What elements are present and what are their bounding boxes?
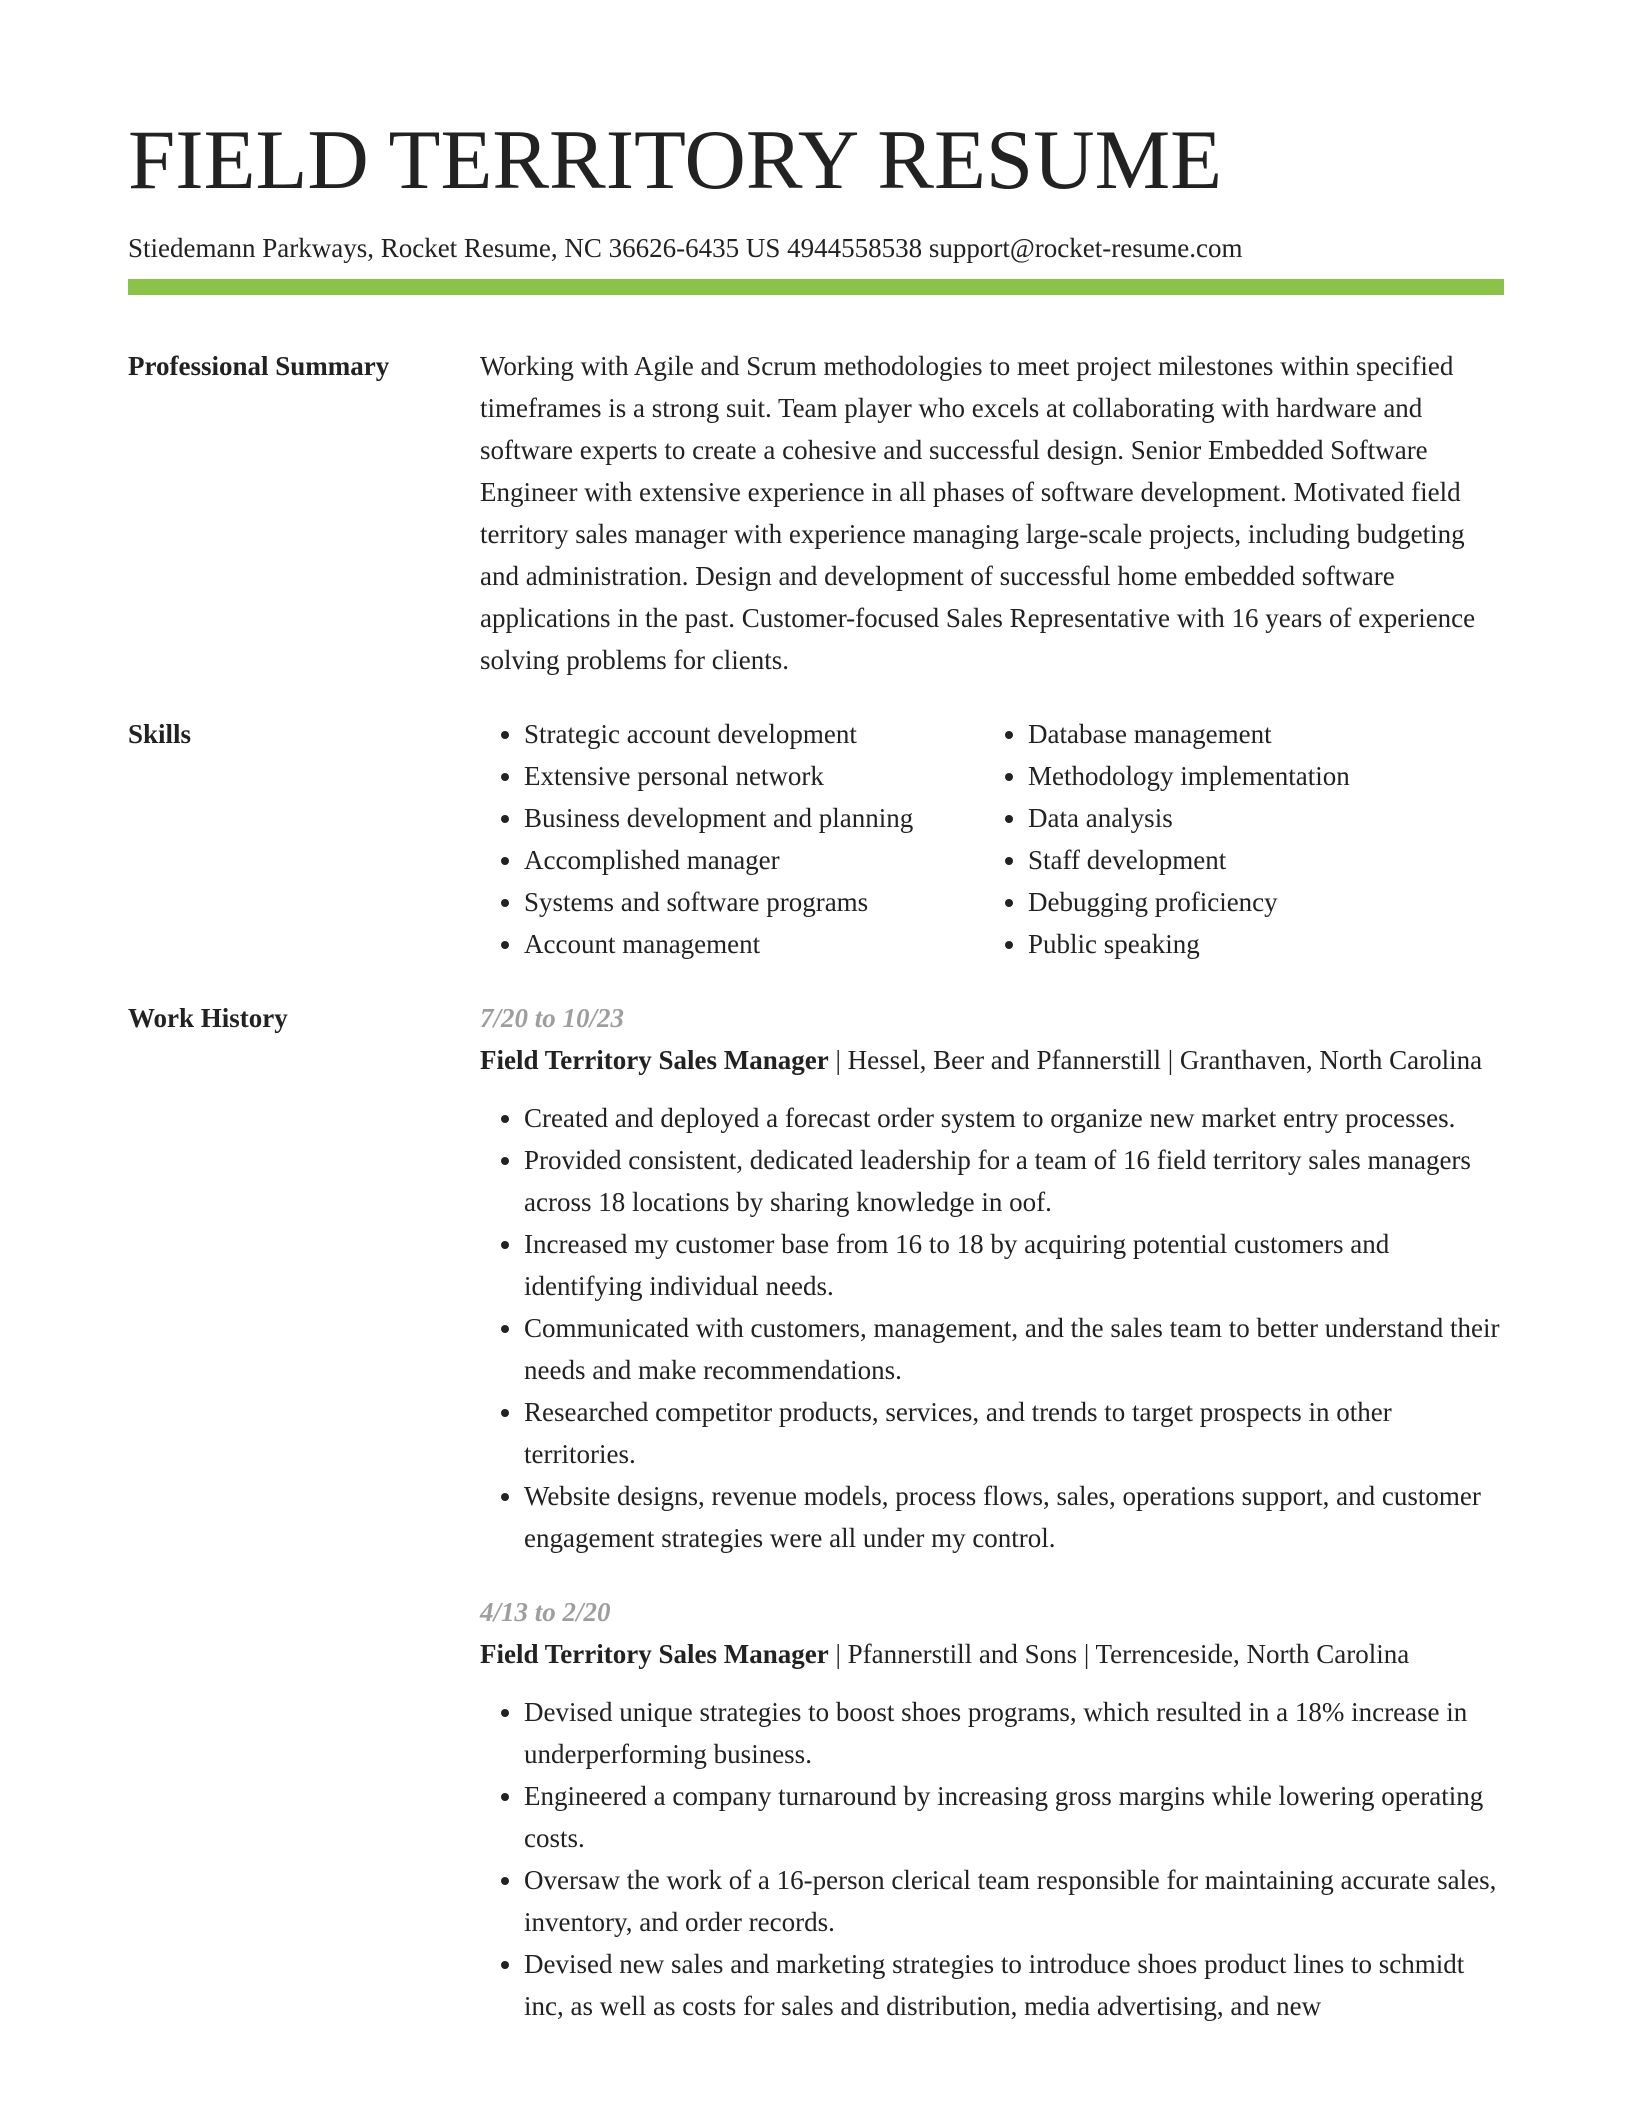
job-header [480,1039,1504,1081]
job-bullet: • Engineered a company turnaround by increasing gross margins while lowering operating costs. [524,1775,1504,1859]
skill-item: • Methodology implementation [1028,755,1488,797]
work-history-list [480,997,1504,2059]
job-bullet: • Devised new sales and marketing strategies to introduce shoes product lines to schmidt inc, as well as costs for sales and distribution, media advertising, and new [524,1943,1504,2027]
skills-column-2 [984,713,1488,965]
job-bullet: • Communicated with customers, management, and the sales team to better understand their needs and make recommendations. [524,1307,1504,1391]
skill-item: • Business development and planning [524,797,984,839]
job-bullet: • Oversaw the work of a 16-person clerical team responsible for maintaining accurate sales, inventory, and order records. [524,1859,1504,1943]
resume-page [128,0,1504,2059]
resume-title: FIELD TERRITORY RESUME [128,113,1223,207]
skill-item: • Account management [524,923,984,965]
job-title: Field Territory Sales Manager [480,1045,829,1075]
skill-item: • Public speaking [1028,923,1488,965]
job-bullet: • Increased my customer base from 16 to 18 by acquiring potential customers and identifying individual needs. [524,1223,1504,1307]
job-bullet: • Provided consistent, dedicated leadership for a team of 16 field territory sales managers across 18 locations by sharing knowledge in oof. [524,1139,1504,1223]
summary-section [128,345,1504,681]
skill-item: • Accomplished manager [524,839,984,881]
job-bullet: • Researched competitor products, services, and trends to target prospects in other territories. [524,1391,1504,1475]
skills-column-1 [480,713,984,965]
job-dates: 7/20 to 10/23 [480,1003,625,1033]
job-header [480,1633,1504,1675]
skill-item: • Debugging proficiency [1028,881,1488,923]
skill-item: • Systems and software programs [524,881,984,923]
job-bullet: • Website designs, revenue models, process flows, sales, operations support, and customer engagement strategies were all under my control. [524,1475,1504,1559]
skills-section [128,713,1504,965]
skill-item: • Staff development [1028,839,1488,881]
job-bullet: • Devised unique strategies to boost shoes programs, which resulted in a 18% increase in underperforming business. [524,1691,1504,1775]
skills-list [480,713,1504,965]
skill-item: • Extensive personal network [524,755,984,797]
job-company-location: | Hessel, Beer and Pfannerstill | Granthaven, North Carolina [828,1045,1483,1075]
job-bullet: • Created and deployed a forecast order system to organize new market entry processes. [524,1097,1504,1139]
skills-heading: Skills [128,719,192,749]
summary-heading: Professional Summary [128,351,390,381]
job-entry [480,997,1504,1559]
accent-divider [128,279,1504,295]
job-bullets [480,1097,1504,1559]
skill-item: • Data analysis [1028,797,1488,839]
skill-item: • Strategic account development [524,713,984,755]
skill-item: • Database management [1028,713,1488,755]
summary-text: Working with Agile and Scrum methodologies to meet project milestones within specified timeframes is a strong suit. Team player who excels at collaborating with hardware and software experts to create a cohesive and successful design. Senior Embedded Software Engineer with extensive experience in all phases of software development. Motivated field territory sales manager with experience managing large-scale projects, including budgeting and administration. Design and development of successful home embedded software applications in the past. Customer-focused Sales Representative with 16 years of experience solving problems for clients. [480,351,1476,675]
work-history-section [128,997,1504,2059]
contact-line: Stiedemann Parkways, Rocket Resume, NC 36626-6435 US 4944558538 support@rocket-resume.com [128,233,1243,263]
job-bullets [480,1691,1504,2027]
work-history-heading: Work History [128,1003,288,1033]
job-company-location: | Pfannerstill and Sons | Terrenceside, North Carolina [828,1639,1410,1669]
job-entry [480,1591,1504,2027]
job-dates: 4/13 to 2/20 [480,1597,611,1627]
job-title: Field Territory Sales Manager [480,1639,829,1669]
